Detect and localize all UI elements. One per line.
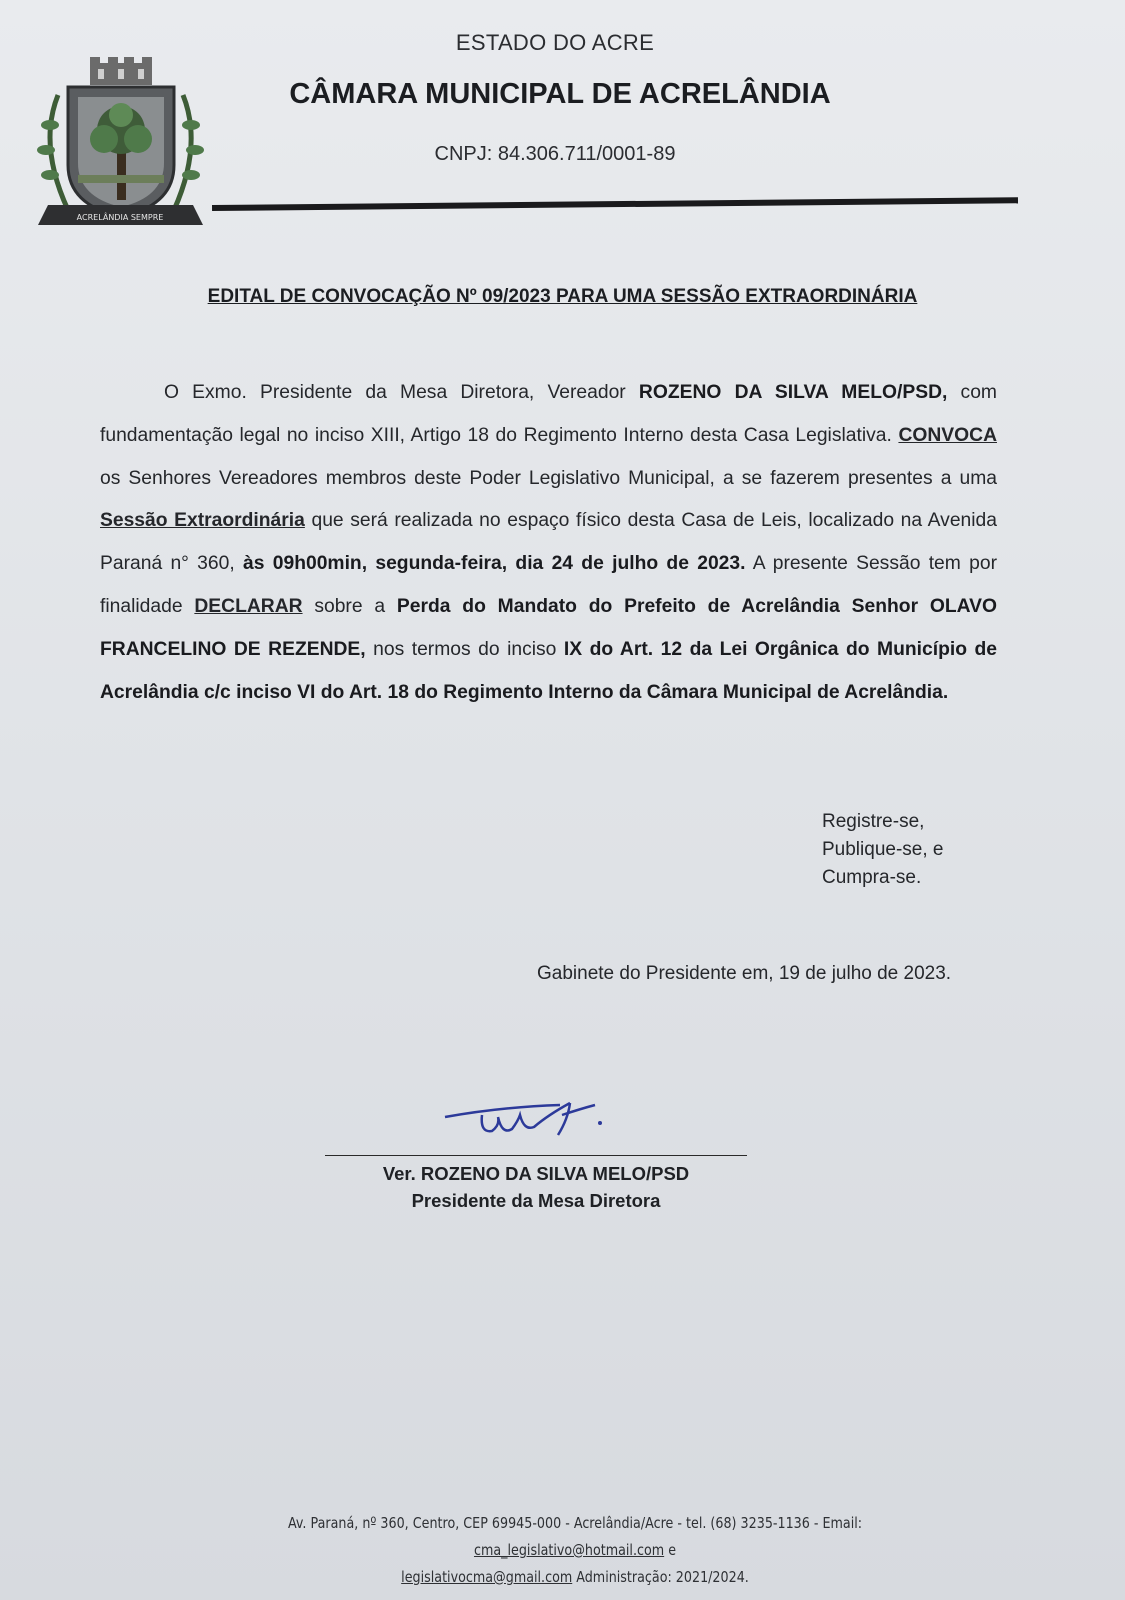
closing-formula <box>822 808 943 892</box>
body-text-run: com fundamentação legal no inciso XIII, Artigo 18 do Regimento Interno desta Casa Legislativa. <box>100 382 997 446</box>
closing-line: Cumpra-se. <box>822 867 922 888</box>
state-heading: ESTADO DO ACRE <box>455 30 655 55</box>
closing-line: Registre-se, <box>822 811 925 832</box>
cnpj-text: CNPJ: 84.306.711/0001-89 <box>434 143 676 165</box>
signature-line <box>325 1155 747 1156</box>
footer-email-gmail: legislativocma@gmail.com <box>401 1568 573 1586</box>
signatory-name: Ver. ROZENO DA SILVA MELO/PSD <box>382 1163 690 1184</box>
convoca-keyword: CONVOCA <box>898 424 997 446</box>
body-text-run: A presente Sessão tem por finalidade <box>100 553 997 617</box>
footer-address-block <box>218 1510 931 1591</box>
session-type-keyword: Sessão Extraordinária <box>100 510 305 532</box>
closing-line: Publique-se, e <box>822 839 944 860</box>
footer-connector: e <box>664 1541 677 1559</box>
handwritten-signature <box>440 1095 630 1145</box>
place-and-date: Gabinete do Presidente em, 19 de julho de 2023. <box>537 963 952 984</box>
document-title: EDITAL DE CONVOCAÇÃO Nº 09/2023 PARA UMA SESSÃO EXTRAORDINÁRIA <box>207 286 918 307</box>
footer-email-hotmail: cma_legislativo@hotmail.com <box>473 1541 665 1559</box>
president-name-bold: ROZENO DA SILVA MELO/PSD, <box>638 382 948 403</box>
footer-address: Av. Paraná, nº 360, Centro, CEP 69945-000 - Acrelândia/Acre - tel. (68) 3235-1136 - Email: <box>287 1514 863 1532</box>
coat-motto: ACRELÂNDIA SEMPRE <box>76 213 164 222</box>
chamber-heading: CÂMARA MUNICIPAL DE ACRELÂNDIA <box>289 78 831 110</box>
footer-administration: Administração: 2021/2024. <box>572 1568 749 1586</box>
body-text-run: que será realizada no espaço físico desta Casa de Leis, localizado na Avenida Paraná n° 360, <box>100 510 997 575</box>
signatory-role: Presidente da Mesa Diretora <box>411 1190 661 1211</box>
body-text-run: O Exmo. Presidente da Mesa Diretora, Vereador <box>164 382 639 403</box>
declarar-keyword: DECLARAR <box>194 595 303 617</box>
body-text-run: sobre a <box>302 595 397 617</box>
session-datetime-bold: às 09h00min, segunda-feira, dia 24 de julho de 2023. <box>243 553 746 575</box>
header-divider <box>212 197 1018 211</box>
mandate-loss-bold: Perda do Mandato do Prefeito de Acrelândia Senhor OLAVO FRANCELINO DE REZENDE, <box>100 595 998 660</box>
body-text-run: nos termos do inciso <box>365 638 564 660</box>
convocation-paragraph <box>100 372 997 714</box>
legal-basis-bold: IX do Art. 12 da Lei Orgânica do Município de Acrelândia c/c inciso VI do Art. 18 do Regimento Interno da Câmara Municipal de Acrelândia. <box>100 638 997 703</box>
coat-of-arms-logo <box>28 55 213 235</box>
body-text-run: os Senhores Vereadores membros deste Poder Legislativo Municipal, a se fazerem presentes a uma <box>100 467 997 489</box>
